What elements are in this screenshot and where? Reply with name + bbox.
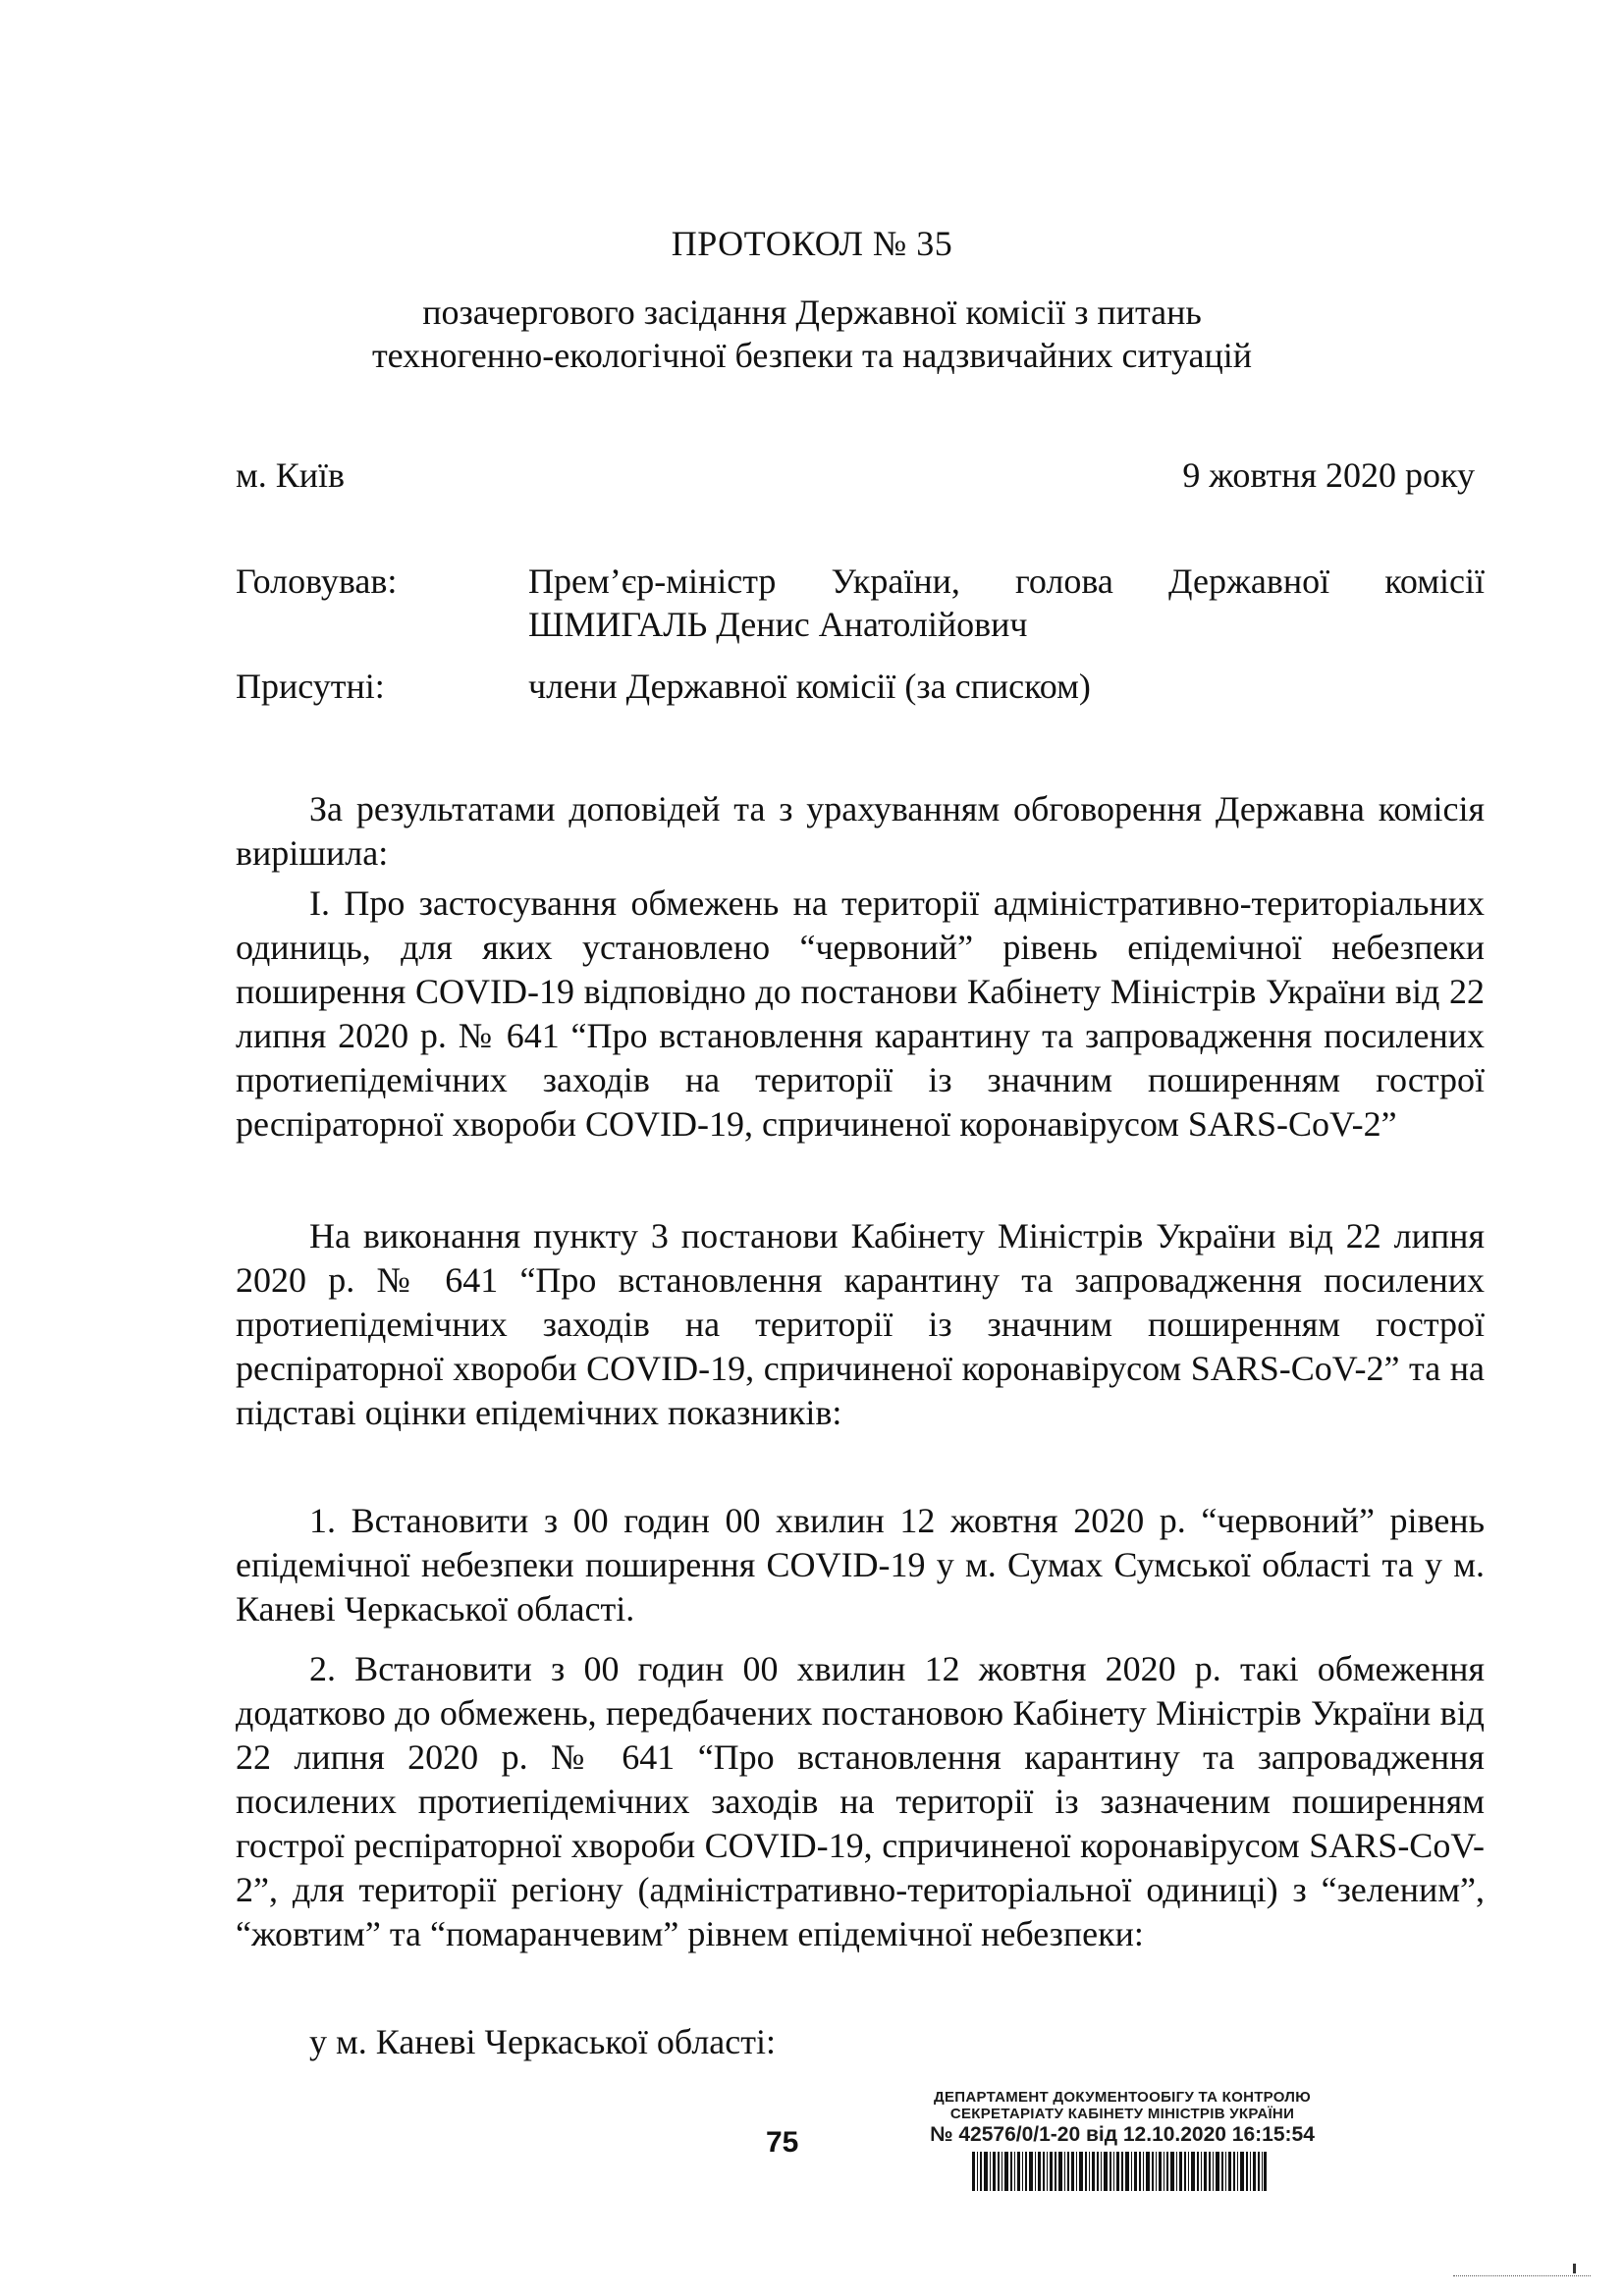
- stamp-line-2: СЕКРЕТАРІАТУ КАБІНЕТУ МІНІСТРІВ УКРАЇНИ: [949, 2106, 1295, 2122]
- document-date: 9 жовтня 2020 року: [1182, 455, 1475, 495]
- document-subtitle-line-1: позачергового засідання Державної комісії з питань: [422, 293, 1202, 332]
- footer-mark: [1573, 2264, 1576, 2273]
- city: м. Київ: [236, 455, 346, 495]
- item-1-paragraph: 1. Встановити з 00 годин 00 хвилин 12 жовтня 2020 р. “червоний” рівень епідемічної небезпеки поширення COVID-19 у м. Сумах Сумської області та у м. Каневі Черкаської області.: [236, 1501, 1485, 1629]
- barcode-icon: [972, 2152, 1267, 2191]
- basis-paragraph: На виконання пункту 3 постанови Кабінету Міністрів України від 22 липня 2020 р. № 641 “Про встановлення карантину та запровадження посилених протиепідемічних заходів на території із значним поширенням гострої респіраторної хвороби COVID-19, спричиненої коронавірусом SARS-CoV-2” та на підставі оцінки епідемічних показників:: [236, 1216, 1485, 1432]
- present-label: Присутні:: [236, 667, 385, 706]
- chair-value: Прем’єр-міністр України, голова Державної комісії ШМИГАЛЬ Денис Анатолійович: [528, 561, 1485, 644]
- intro-paragraph: За результатами доповідей та з урахуванням обговорення Державна комісія вирішила:: [236, 789, 1485, 873]
- kaniv-heading: у м. Каневі Черкаської області:: [309, 2022, 776, 2061]
- document-title: ПРОТОКОЛ № 35: [671, 224, 953, 263]
- footer-dotted-line: [1453, 2275, 1591, 2277]
- page-number: 75: [766, 2126, 799, 2159]
- chair-label: Головував:: [236, 561, 398, 601]
- registration-stamp: [882, 2089, 1363, 2147]
- present-value: члени Державної комісії (за списком): [528, 667, 1091, 706]
- stamp-line-3: № 42576/0/1-20 від 12.10.2020 16:15:54: [930, 2123, 1315, 2146]
- document-subtitle-line-2: техногенно-екологічної безпеки та надзвичайних ситуацій: [371, 336, 1253, 375]
- stamp-line-1: ДЕПАРТАМЕНТ ДОКУМЕНТООБІГУ ТА КОНТРОЛЮ: [934, 2089, 1311, 2106]
- section-1-heading: I. Про застосування обмежень на території адміністративно-територіальних одиниць, для яких установлено “червоний” рівень епідемічної небезпеки поширення COVID-19 відповідно до постанови Кабінету Міністрів України від 22 липня 2020 р. № 641 “Про встановлення карантину та запровадження посилених протиепідемічних заходів на території із значним поширенням гострої респіраторної хвороби COVID-19, спричиненої коронавірусом SARS-CoV-2”: [236, 883, 1485, 1144]
- item-2-paragraph: 2. Встановити з 00 годин 00 хвилин 12 жовтня 2020 р. такі обмеження додатково до обмежень, передбачених постановою Кабінету Міністрів України від 22 липня 2020 р. № 641 “Про встановлення карантину та запровадження посилених протиепідемічних заходів на території із зазначеним поширенням гострої респіраторної хвороби COVID-19, спричиненої коронавірусом SARS-CoV-2”, для території регіону (адміністративно-територіальної одиниці) з “зеленим”, “жовтим” та “помаранчевим” рівнем епідемічної небезпеки:: [236, 1649, 1485, 1953]
